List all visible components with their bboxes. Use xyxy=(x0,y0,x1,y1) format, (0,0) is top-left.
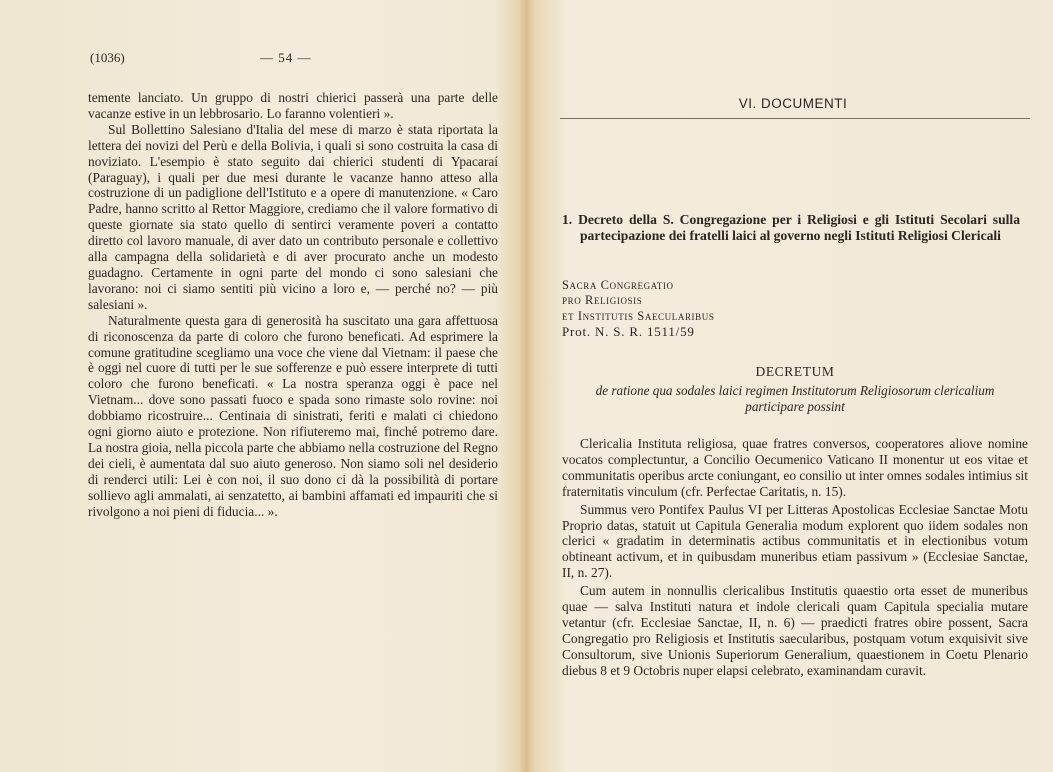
section-heading: VI. DOCUMENTI xyxy=(738,96,848,111)
protocol-number: Prot. N. S. R. 1511/59 xyxy=(562,323,695,339)
document-title: 1. Decreto della S. Congregazione per i Religiosi e gli Istituti Secolari sulla partecipazione dei fratelli laici al governo negli Istituti Religiosi Clericali xyxy=(562,212,1020,243)
paragraph: Sul Bollettino Salesiano d'Italia del mese di marzo è stata riportata la lettera dei novizi del Perù e della Bolivia, i quali si sono costruita la casa di noviziato. L'esempio è stato seguito dai chierici studenti di Ypacaraí (Paraguay), i quali per due mesi durante le vacanze hanno atteso alla costruzione di un padiglione dell'Istituto e a opere di manutenzione. « Caro Padre, hanno scritto al Rettor Maggiore, crediamo che il valore formativo di queste giornate sia stato quello di sentirci veramente poveri a contatto diretto col lavoro manuale, di aver dato un contributo personale e collettivo alla campagna della solidarietà e di aver procurato anche un modesto guadagno. Certamente in ogni parte del mondo ci sono salesiani che lavorano: noi ci siamo sentiti più vicino a loro e, — perché no? — più salesiani ». xyxy=(88,121,498,312)
decretum-subtitle: de ratione qua sodales laici regimen Institutorum Religiosorum clericalium participare possint xyxy=(595,383,995,414)
paragraph: temente lanciato. Un gruppo di nostri chierici passerà una parte delle vacanze estive in un lebbrosario. Lo faranno volentieri ». xyxy=(88,90,498,121)
issuer-line: pro Religiosis xyxy=(562,293,643,308)
right-page xyxy=(532,0,1053,772)
heading-rule xyxy=(560,118,1030,119)
paragraph: Summus vero Pontifex Paulus VI per Litteras Apostolicas Ecclesiae Sanctae Motu Proprio datas, statuit ut Capitula Generalia modum explorent quo iidem sodales non clerici « gradatim in determinatis actibus communitatis et in electionibus votum obtineant activum, et in quibusdam muneribus etiam passivum » (Ecclesiae Sanctae, II, n. 27). xyxy=(562,501,1028,581)
paragraph: Clericalia Instituta religiosa, quae fratres conversos, cooperatores aliove nomine vocatos complectuntur, a Concilio Oecumenico Vaticano II monentur ut eos vitae et communitatis operibus arcte coniungant, eo consilio ut inter omnes sodales intimius sit fraternitatis vinculum (cfr. Perfectae Caritatis, n. 15). xyxy=(562,436,1028,499)
page-reference: (1036) xyxy=(90,50,125,65)
paragraph: Naturalmente questa gara di generosità ha suscitato una gara affettuosa di riconoscenza da parte di coloro che furono beneficati. Ad esprimere la comune gratitudine scegliamo una voce che viene dal Vietnam: il paese che è oggi nel cuore di tutti per le sue sofferenze e può essere interprete di tutti coloro che furono beneficati. « La nostra speranza oggi è pace nel Vietnam... dove sono passati fuoco e spada sono rimaste solo rovine: noi dobbiamo ricostruire... Centinaia di sinistrati, feriti e malati ci chiedono ogni giorno aiuto e protezione. Non rifiuteremo mai, finché potremo dare. La nostra gioia, nella piccola parte che abbiamo nella costruzione del Regno dei cieli, è aumentata dal suo aiuto generoso. Non siamo soli nel desiderio di renderci utili: Lei è con noi, il suo dono ci dà la possibilità di portare sollievo agli ammalati, ai senzatetto, ai bambini affamati ed impauriti che si rivolgono a noi pieni di fiducia... ». xyxy=(88,312,498,519)
left-body-text xyxy=(88,90,498,519)
left-page xyxy=(0,0,522,772)
paragraph: Cum autem in nonnullis clericalibus Institutis quaestio orta esset de muneribus quae — salva Instituti natura et indole clericali quam Capitula specialia mutare vetantur (cfr. Ecclesiae Sanctae, II, n. 6) — praedicti fratres obire possent, Sacra Congregatio pro Religiosis et Institutis saecularibus, postquam votum exquisivit sive Consultorum, sive Unionis Superiorum Generalium, quaestionem in Coetu Plenario diebus 8 et 9 Octobris nuper elapsi celebrato, examinandam curavit. xyxy=(562,583,1028,678)
decree-body-text xyxy=(562,436,1028,681)
issuer-line: et Institutis Saecularibus xyxy=(562,308,715,323)
issuer-line: Sacra Congregatio xyxy=(562,278,674,292)
page-number: — 54 — xyxy=(260,50,312,65)
issuer-block xyxy=(562,278,962,339)
decretum-heading: DECRETUM xyxy=(755,364,835,379)
left-page-header xyxy=(90,50,500,70)
